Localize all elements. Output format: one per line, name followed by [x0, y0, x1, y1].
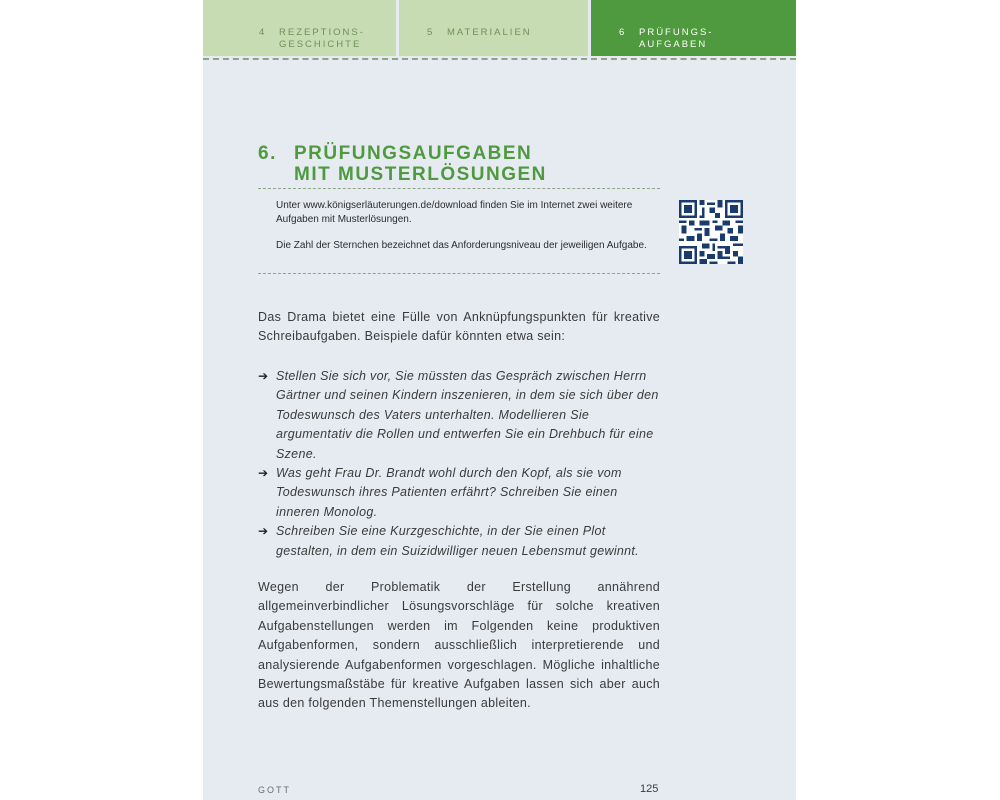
chapter-title-line1: PRÜFUNGSAUFGABEN: [294, 143, 533, 164]
closing-paragraph: Wegen der Problematik der Erstellung annährend allgemeinverbindlicher Lösungsvorschläge für solche kreativen Aufgabenstellungen werden im Folgenden keine produktiven Aufgabenformen, sondern ausschließlich interpretierende und analysierende Aufgabenformen vorgeschlagen. Mögliche inhaltliche Bewertungsmaßstäbe für kreative Aufgaben lassen sich aber auch aus den folgenden Themenstellungen ableiten.: [258, 580, 660, 711]
info-stars-text: Die Zahl der Sternchen bezeichnet das Anforderungsniveau der jeweiligen Aufgabe.: [276, 240, 647, 251]
tab-materialien[interactable]: [399, 0, 588, 56]
infobox-bottom-divider: [258, 273, 660, 274]
tab-number: 4: [259, 27, 267, 38]
list-item: [258, 367, 660, 464]
tab-label: PRÜFUNGS- AUFGABEN: [639, 27, 714, 50]
list-item-text: Schreiben Sie eine Kurzgeschichte, in der Sie einen Plot gestalten, in dem ein Suizidwilliger neuen Lebensmut gewinnt.: [276, 524, 639, 558]
page-number: 125: [640, 783, 659, 795]
info-download-text: Unter www.königserläuterungen.de/download finden Sie im Internet zwei weitere Aufgaben mit Musterlösungen.: [276, 200, 633, 225]
qr-code-icon[interactable]: [679, 200, 743, 264]
list-item: [258, 464, 660, 522]
chapter-navigation: [203, 0, 796, 56]
tab-number: 6: [619, 27, 627, 38]
arrow-right-icon: ➔: [258, 524, 269, 539]
tab-number: 5: [427, 27, 435, 38]
list-item-text: Stellen Sie sich vor, Sie müssten das Gespräch zwischen Herrn Gärtner und seinen Kindern inszenieren, in dem sie sich über den Todeswunsch des Vaters unterhalten. Modellieren Sie argumentativ die Rollen und entwerfen Sie ein Drehbuch für eine Szene.: [276, 369, 659, 461]
chapter-number: 6.: [258, 143, 277, 164]
intro-paragraph: Das Drama bietet eine Fülle von Anknüpfungspunkten für kreative Schreibaufgaben. Beispiele dafür könnten etwa sein:: [258, 310, 660, 344]
list-item: [258, 522, 660, 561]
nav-divider: [203, 58, 796, 60]
tab-rezeptionsgeschichte[interactable]: [203, 0, 396, 56]
task-list: [258, 367, 660, 561]
arrow-right-icon: ➔: [258, 466, 269, 481]
book-page: [203, 0, 796, 800]
running-footer-title: GOTT: [258, 785, 291, 795]
tab-pruefungsaufgaben[interactable]: [591, 0, 796, 56]
arrow-right-icon: ➔: [258, 369, 269, 383]
tab-label: REZEPTIONS- GESCHICHTE: [279, 27, 365, 50]
chapter-title-line2: MIT MUSTERLÖSUNGEN: [294, 164, 547, 185]
list-item-text: Was geht Frau Dr. Brandt wohl durch den Kopf, als sie vom Todeswunsch ihres Patienten erfährt? Schreiben Sie einen inneren Monolog.: [276, 466, 622, 519]
infobox-top-divider: [258, 188, 660, 189]
tab-label: MATERIALIEN: [447, 27, 532, 38]
